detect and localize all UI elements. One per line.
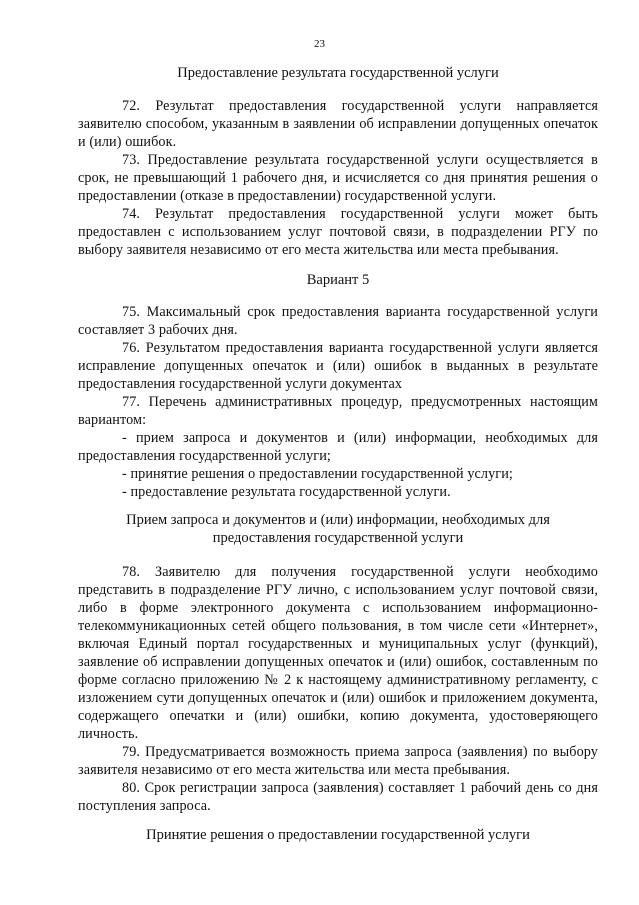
paragraph-75: 75. Максимальный срок предоставления варианта государственной услуги составляет 3 рабочих дня. xyxy=(78,304,598,338)
paragraph-74: 74. Результат предоставления государственной услуги может быть предоставлен с использованием услуг почтовой связи, в подразделении РГУ по выбору заявителя независимо от его места жительства или места пребывания. xyxy=(78,206,598,258)
section-heading-decision: Принятие решения о предоставлении государственной услуги xyxy=(146,827,530,843)
paragraph-77: 77. Перечень административных процедур, предусмотренных настоящим вариантом: xyxy=(78,394,598,428)
list-item: - принятие решения о предоставлении государственной услуги; xyxy=(122,466,513,482)
section-result-body xyxy=(78,97,598,259)
paragraph-73: 73. Предоставление результата государственной услуги осуществляется в срок, не превышающий 1 рабочего дня, и исчисляется со дня принятия решения о предоставлении (отказе в предоставлении) государственной услуги. xyxy=(78,152,598,204)
procedure-list xyxy=(78,429,598,501)
section-heading-variant-5: Вариант 5 xyxy=(306,272,370,288)
list-item: - прием запроса и документов и (или) информации, необходимых для предоставления государственной услуги; xyxy=(78,430,598,464)
paragraph-76: 76. Результатом предоставления варианта государственной услуги является исправление допущенных опечаток и (или) ошибок в выданных в результате предоставления государственной услуги документах xyxy=(78,340,598,392)
list-item: - предоставление результата государственной услуги. xyxy=(122,484,451,500)
section-heading-request-intake: Прием запроса и документов и (или) информации, необходимых для предоставления государственной услуги xyxy=(126,512,550,546)
page-number: 23 xyxy=(314,38,325,50)
paragraph-72: 72. Результат предоставления государственной услуги направляется заявителю способом, указанным в заявлении об исправлении допущенных опечаток и (или) ошибок. xyxy=(78,98,598,150)
section-heading-result: Предоставление результата государственной услуги xyxy=(177,65,499,81)
paragraph-80: 80. Срок регистрации запроса (заявления) составляет 1 рабочий день со дня поступления запроса. xyxy=(78,780,598,814)
paragraph-79: 79. Предусматривается возможность приема запроса (заявления) по выбору заявителя независимо от его места жительства или места пребывания. xyxy=(78,744,598,778)
section-variant-5-body xyxy=(78,303,598,501)
section-request-intake-body xyxy=(78,563,598,815)
paragraph-78: 78. Заявителю для получения государственной услуги необходимо представить в подразделение РГУ лично, с использованием услуг почтовой связи, либо в форме электронного документа с использованием информационно-телекоммуникационных сетей общего пользования, в том числе сети «Интернет», включая Единый портал государственных и муниципальных услуг (функций), заявление об исправлении допущенных опечаток и (или) ошибок, составленным по форме согласно приложению № 2 к настоящему административному регламенту, с изложением сути допущенных опечаток и (или) ошибок и приложением документа, содержащего опечатки и (или) ошибки, копию документа, удостоверяющего личность. xyxy=(78,564,598,742)
